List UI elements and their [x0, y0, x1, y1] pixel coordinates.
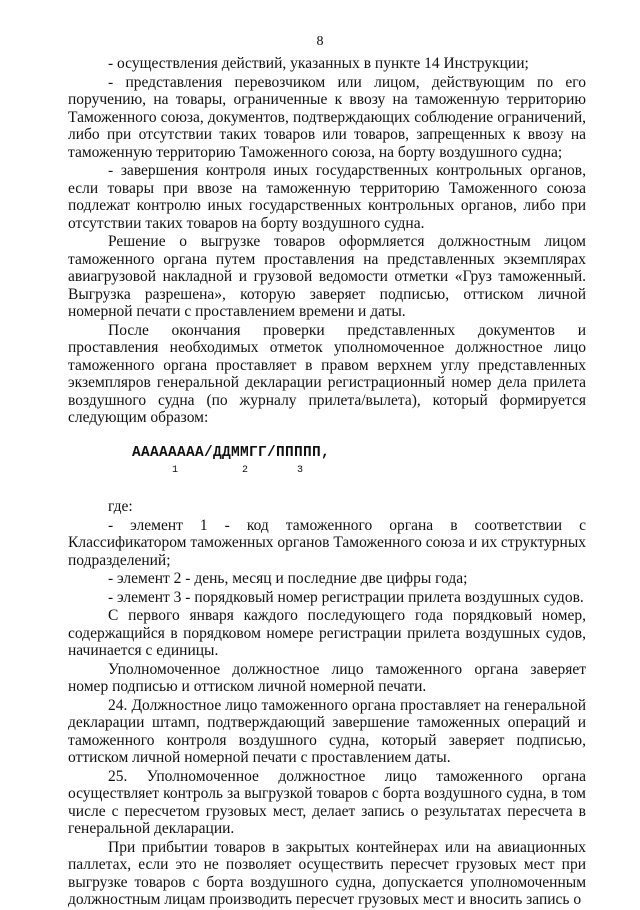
paragraph: При прибытии товаров в закрытых контейнерах или на авиационных паллетах, если это не позволяет осуществить пересчет грузовых мест при выгрузке товаров с борта воздушного судна, допускается уполномоченным должностным лицам производить пересчет грузовых мест и вносить запись о	[68, 838, 586, 908]
paragraph: Решение о выгрузке товаров оформляется должностным лицом таможенного органа путем проставления на представленных экземплярах авиагрузовой накладной и грузовой ведомости отметки «Груз таможенный. Выгрузка разрешена», которую заверяет подписью, оттиском личной номерной печати с проставлением времени и даты.	[68, 233, 586, 320]
list-item: - элемент 3 - порядковый номер регистрации прилета воздушных судов.	[108, 588, 584, 606]
element-number-2: 2	[242, 465, 249, 476]
paragraph: С первого января каждого последующего года порядковый номер, содержащийся в порядковом номере регистрации прилета воздушных судов, начинается с единицы.	[68, 607, 586, 659]
element-number-1: 1	[172, 465, 179, 476]
registration-number-format: АААААААА/ДДММГГ/ППППП,	[132, 444, 331, 461]
element-number-3: 3	[297, 465, 304, 476]
list-item: - осуществления действий, указанных в пункте 14 Инструкции;	[108, 55, 529, 72]
paragraph: 24. Должностное лицо таможенного органа проставляет на генеральной декларации штамп, подтверждающий завершение таможенных операций и таможенного контроля воздушного судна, который заверяет подписью, оттиском личной номерной печати с проставлением даты.	[68, 696, 586, 766]
paragraph: После окончания проверки представленных документов и проставления необходимых отметок уполномоченное должностное лицо таможенного органа проставляет в правом верхнем углу представленных экземпляров генеральной декларации регистрационный номер дела прилета воздушного судна (по журналу прилета/вылета), который формируется следующим образом:	[68, 321, 586, 426]
list-item: - элемент 2 - день, месяц и последние две цифры года;	[108, 570, 468, 587]
list-item: - элемент 1 - код таможенного органа в соответствии с Классификатором таможенных органов Таможенного союза и их структурных подразделений;	[68, 516, 586, 569]
list-item: - представления перевозчиком или лицом, действующим по его поручению, на товары, ограниченные к ввозу на таможенную территорию Таможенного союза, документов, подтверждающих соблюдение ограничений, либо при отсутствии таких товаров или товаров, запрещенных к ввозу на таможенную территорию Таможенного союза, на борту воздушного судна;	[68, 73, 586, 161]
element-numbers	[172, 462, 586, 476]
page-number: 8	[316, 34, 324, 49]
where-label: где:	[108, 498, 133, 515]
document-body	[68, 55, 586, 910]
paragraph: Уполномоченное должностное лицо таможенного органа заверяет номер подписью и оттиском личной номерной печати.	[68, 660, 586, 695]
list-item: - завершения контроля иных государственных контрольных органов, если товары при ввозе на таможенную территорию Таможенного союза подлежат контролю иных государственных контрольных органов, либо при отсутствии таких товаров на борту воздушного судна.	[68, 162, 586, 232]
paragraph: 25. Уполномоченное должностное лицо таможенного органа осуществляет контроль за выгрузкой товаров с борта воздушного судна, в том числе с пересчетом грузовых мест, делает запись о результатах пересчета в генеральной декларации.	[68, 767, 586, 837]
